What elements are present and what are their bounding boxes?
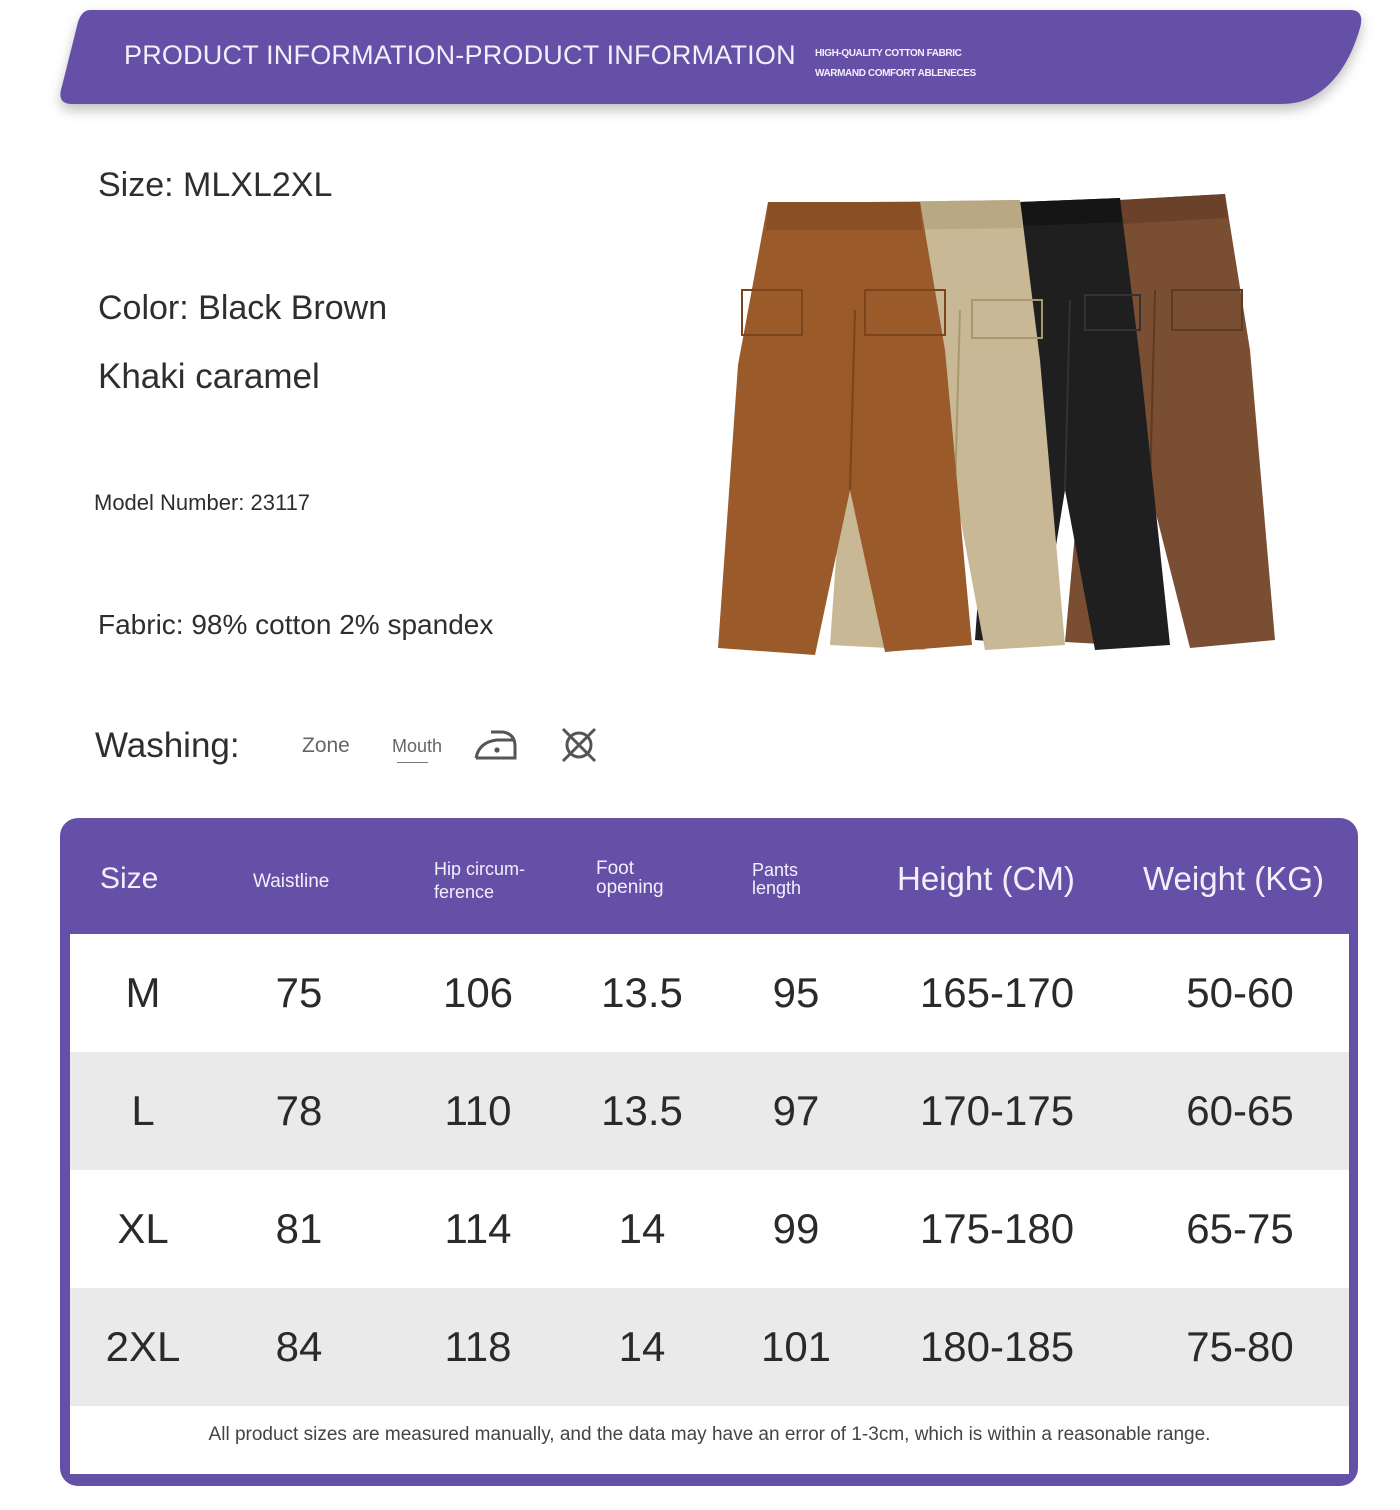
cell-height: 175-180 — [919, 1205, 1075, 1252]
do-not-tumble-dry-icon — [560, 726, 598, 764]
th-pants-line2: length — [752, 878, 802, 898]
th-pants-line1: Pants — [752, 860, 799, 880]
th-foot-line1: Foot — [596, 858, 635, 879]
size-table — [60, 818, 1358, 1486]
table-footnote: All product sizes are measured manually, and the data may have an error of 1-3cm, which is within a reasonable range. — [208, 1424, 1211, 1445]
th-size: Size — [100, 862, 159, 895]
banner-subtitle-line2: WARMAND COMFORT ABLENECES — [815, 68, 976, 79]
cell-size: XL — [117, 1205, 169, 1252]
cell-size: M — [125, 969, 161, 1016]
cell-foot: 14 — [618, 1205, 666, 1252]
cell-weight: 50-60 — [1186, 969, 1294, 1016]
cell-size: 2XL — [105, 1323, 181, 1370]
cell-height: 165-170 — [919, 969, 1075, 1016]
th-foot — [596, 859, 664, 897]
wash-mouth-label: Mouth — [392, 736, 443, 756]
banner-subtitle-line1: HIGH-QUALITY COTTON FABRIC — [815, 48, 962, 59]
cell-size: L — [131, 1087, 155, 1134]
th-hip — [434, 858, 525, 904]
cell-hip: 110 — [444, 1087, 512, 1134]
cell-foot: 13.5 — [601, 1087, 683, 1134]
iron-icon — [473, 726, 519, 762]
cell-height: 180-185 — [919, 1323, 1075, 1370]
washing-label: Washing: — [95, 726, 240, 765]
cell-waist: 81 — [275, 1205, 323, 1252]
banner-title: PRODUCT INFORMATION-PRODUCT INFORMATION — [124, 40, 796, 70]
cell-height: 170-175 — [919, 1087, 1075, 1134]
banner-subtitle — [815, 44, 976, 84]
cell-length: 97 — [772, 1087, 820, 1134]
th-hip-line1: Hip circum- — [434, 859, 526, 879]
product-pants-image — [710, 190, 1290, 670]
header-banner — [60, 10, 1365, 105]
cell-hip: 114 — [444, 1205, 512, 1252]
th-foot-line2: opening — [596, 877, 664, 898]
cell-waist: 75 — [275, 969, 323, 1016]
cell-hip: 118 — [444, 1323, 512, 1370]
cell-weight: 75-80 — [1186, 1323, 1294, 1370]
th-waistline: Waistline — [253, 871, 330, 892]
th-weight: Weight (KG) — [1143, 860, 1324, 897]
color-info: Color: Black Brown — [98, 289, 388, 327]
th-height: Height (CM) — [897, 860, 1075, 897]
table-row — [70, 1170, 1349, 1288]
wash-zone-label: Zone — [302, 734, 350, 757]
table-row — [70, 1052, 1349, 1170]
cell-foot: 14 — [618, 1323, 666, 1370]
cell-foot: 13.5 — [601, 969, 683, 1016]
cell-length: 99 — [772, 1205, 820, 1252]
th-pants-length — [752, 861, 801, 897]
cell-weight: 65-75 — [1186, 1205, 1294, 1252]
cell-hip: 106 — [442, 969, 514, 1016]
color-info-line2: Khaki caramel — [98, 357, 320, 396]
cell-weight: 60-65 — [1186, 1087, 1294, 1134]
cell-waist: 78 — [275, 1087, 323, 1134]
th-hip-line2: ference — [434, 882, 495, 902]
model-number: Model Number: 23117 — [94, 490, 311, 515]
cell-length: 101 — [760, 1323, 832, 1370]
cell-length: 95 — [772, 969, 820, 1016]
cell-waist: 84 — [275, 1323, 323, 1370]
table-row — [70, 934, 1349, 1052]
table-row — [70, 1288, 1349, 1406]
fabric-info: Fabric: 98% cotton 2% spandex — [98, 609, 494, 640]
size-info: Size: MLXL2XL — [98, 166, 333, 204]
